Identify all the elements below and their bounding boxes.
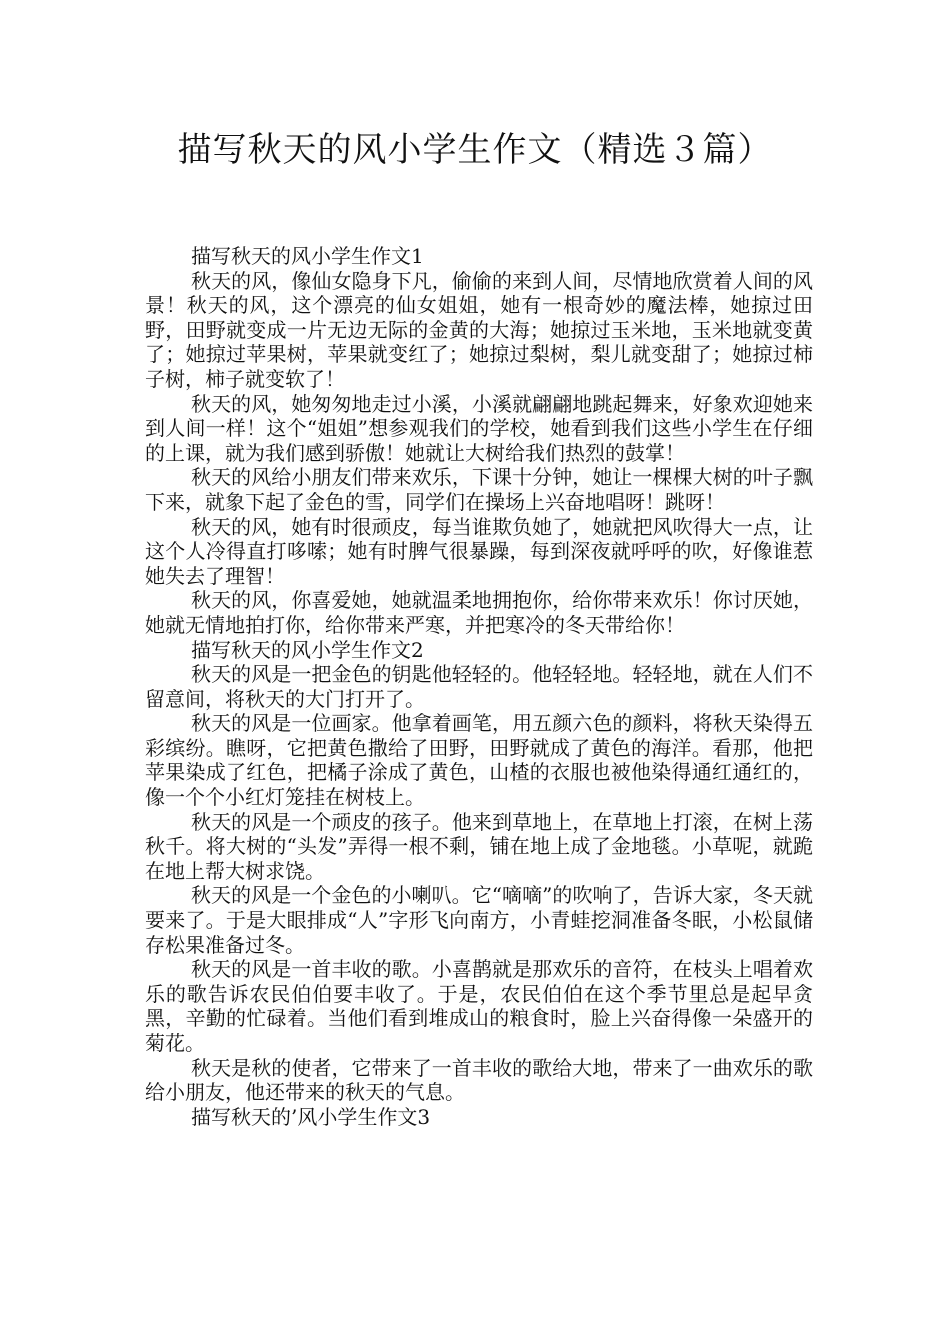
paragraph: 秋天的风是一位画家。他拿着画笔，用五颜六色的颜料，将秋天染得五彩缤纷。瞧呀，它把黄色撒给了田野，田野就成了黄色的海洋。看那，他把苹果染成了红色，把橘子涂成了黄色，山楂的衣服也被他染得通红通红的，像一个个小红灯笼挂在树枝上。 [145, 711, 813, 810]
paragraph: 秋天的风是一首丰收的歌。小喜鹊就是那欢乐的音符，在枝头上唱着欢乐的歌告诉农民伯伯要丰收了。于是，农民伯伯在这个季节里总是起早贪黑，辛勤的忙碌着。当他们看到堆成山的粮食时，脸上兴奋得像一朵盛开的菊花。 [145, 957, 813, 1055]
paragraph: 秋天的风是一个顽皮的孩子。他来到草地上，在草地上打滚，在树上荡秋千。将大树的“头发”弄得一根不剩，铺在地上成了金地毯。小草呢，就跪在地上帮大树求饶。 [145, 809, 813, 883]
essay-heading-3: 描写秋天的’风小学生作文3 [191, 1104, 431, 1129]
paragraph: 秋天的风，你喜爱她，她就温柔地拥抱你，给你带来欢乐！你讨厌她，她就无情地拍打你，给你带来严寒，并把寒冷的冬天带给你！ [145, 588, 813, 637]
paragraph: 秋天的风，她有时很顽皮，每当谁欺负她了，她就把风吹得大一点，让这个人冷得直打哆嗦；她有时脾气很暴躁，每到深夜就呼呼的吹，好像谁惹她失去了理智！ [145, 514, 813, 588]
essay-heading-1: 描写秋天的风小学生作文1 [191, 244, 424, 268]
paragraph: 秋天的风是一把金色的钥匙他轻轻的。他轻轻地。轻轻地，就在人们不留意间，将秋天的大门打开了。 [145, 662, 813, 711]
paragraph: 秋天是秋的使者，它带来了一首丰收的歌给大地，带来了一曲欢乐的歌给小朋友，他还带来的秋天的气息。 [145, 1055, 813, 1105]
paragraph: 秋天的风是一个金色的小喇叭。它“嘀嘀”的吹响了，告诉大家，冬天就要来了。于是大眼排成“人”字形飞向南方，小青蛙挖洞准备冬眠，小松鼠储存松果准备过冬。 [145, 883, 813, 957]
document-title: 描写秋天的风小学生作文（精选３篇） [177, 130, 773, 170]
essay-heading-2: 描写秋天的风小学生作文2 [191, 637, 424, 662]
paragraph: 秋天的风，像仙女隐身下凡，偷偷的来到人间，尽情地欣赏着人间的风景！秋天的风，这个漂亮的仙女姐姐，她有一根奇妙的魔法棒，她掠过田野，田野就变成一片无边无际的金黄的大海；她掠过玉米地，玉米地就变黄了；她掠过苹果树，苹果就变红了；她掠过梨树，梨儿就变甜了；她掠过柿子树，柿子就变软了！ [145, 268, 813, 391]
paragraph: 秋天的风，她匆匆地走过小溪，小溪就翩翩地跳起舞来，好象欢迎她来到人间一样！这个“姐姐”想参观我们的学校，她看到我们这些小学生在仔细的上课，就为我们感到骄傲！她就让大树给我们热烈的鼓掌！ [145, 391, 813, 465]
document-body [145, 244, 813, 1129]
paragraph: 秋天的风给小朋友们带来欢乐，下课十分钟，她让一棵棵大树的叶子飘下来，就象下起了金色的雪，同学们在操场上兴奋地唱呀！跳呀！ [145, 465, 813, 514]
